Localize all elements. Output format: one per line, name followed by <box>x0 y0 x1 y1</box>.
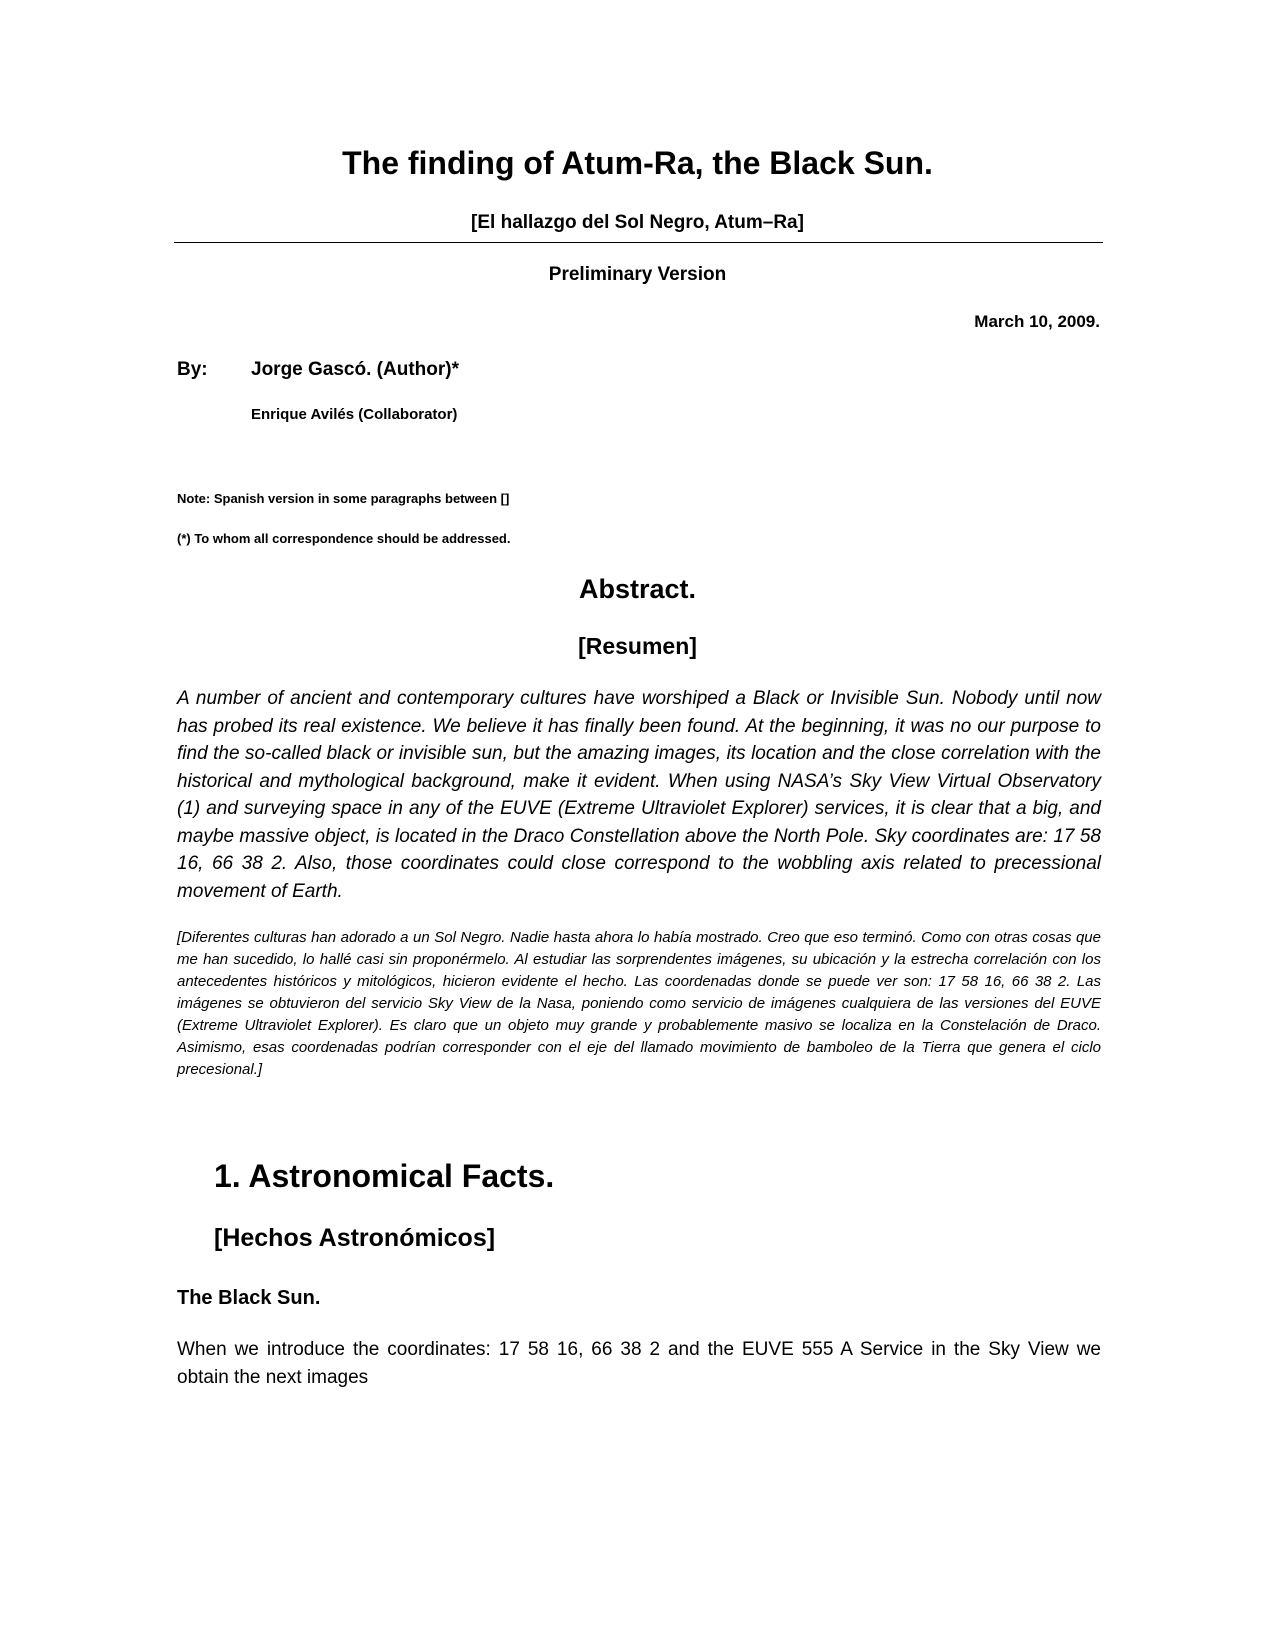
title-divider <box>174 242 1103 243</box>
publication-date: March 10, 2009. <box>974 312 1100 331</box>
paper-title: The finding of Atum-Ra, the Black Sun. <box>342 145 933 181</box>
abstract-heading-spanish: [Resumen] <box>578 633 697 659</box>
paper-subtitle: [El hallazgo del Sol Negro, Atum–Ra] <box>471 212 804 233</box>
section-heading-spanish: [Hechos Astronómicos] <box>214 1224 496 1252</box>
correspondence-note: (*) To whom all correspondence should be addressed. <box>177 531 511 546</box>
version-label: Preliminary Version <box>548 264 727 285</box>
subsection-heading: The Black Sun. <box>177 1287 321 1309</box>
spanish-version-note: Note: Spanish version in some paragraphs between [] <box>177 491 510 506</box>
body-paragraph: When we introduce the coordinates: 17 58 16, 66 38 2 and the EUVE 555 A Service in the Sky View we obtain the next images <box>177 1339 1101 1388</box>
abstract-text-spanish: [Diferentes culturas han adorado a un Sol Negro. Nadie hasta ahora lo había mostrado. Creo que eso terminó. Como con otras cosas que me han sucedido, lo hallé casi sin proponérmelo. Al estudiar las sorprendentes imágenes, su ubicación y la estrecha correlación con los antecedentes históricos y mitológicos, hicieron evidente el hecho. Las coordenadas donde se puede ver son: 17 58 16, 66 38 2. Las imágenes se obtuvieron del servicio Sky View de la Nasa, poniendo como servicio de imágenes cualquiera de las versiones del EUVE (Extreme Ultraviolet Explorer). Es claro que un objeto muy grande y probablemente masivo se localiza en la Constelación de Draco. Asimismo, esas coordenadas podrían corresponder con el eje del llamado movimiento de bamboleo de la Tierra que genera el ciclo precesional.] <box>177 929 1101 1078</box>
abstract-text-english: A number of ancient and contemporary cultures have worshiped a Black or Invisible Sun. Nobody until now has probed its real existence. We believe it has finally been found. At the beginning, it was no our purpose to find the so-called black or invisible sun, but the amazing images, its location and the close correlation with the historical and mythological background, make it evident. When using NASA’s Sky View Virtual Observatory (1) and surveying space in any of the EUVE (Extreme Ultraviolet Explorer) services, it is clear that a big, and maybe massive object, is located in the Draco Constellation above the North Pole. Sky coordinates are: 17 58 16, 66 38 2. Also, those coordinates could close correspond to the wobbling axis related to precessional movement of Earth. <box>177 688 1101 902</box>
author-name: Jorge Gascó. (Author)* <box>251 359 459 380</box>
abstract-heading: Abstract. <box>578 574 697 604</box>
by-label: By: <box>177 359 208 380</box>
collaborator-name: Enrique Avilés (Collaborator) <box>251 406 458 423</box>
section-heading: 1. Astronomical Facts. <box>214 1158 555 1194</box>
